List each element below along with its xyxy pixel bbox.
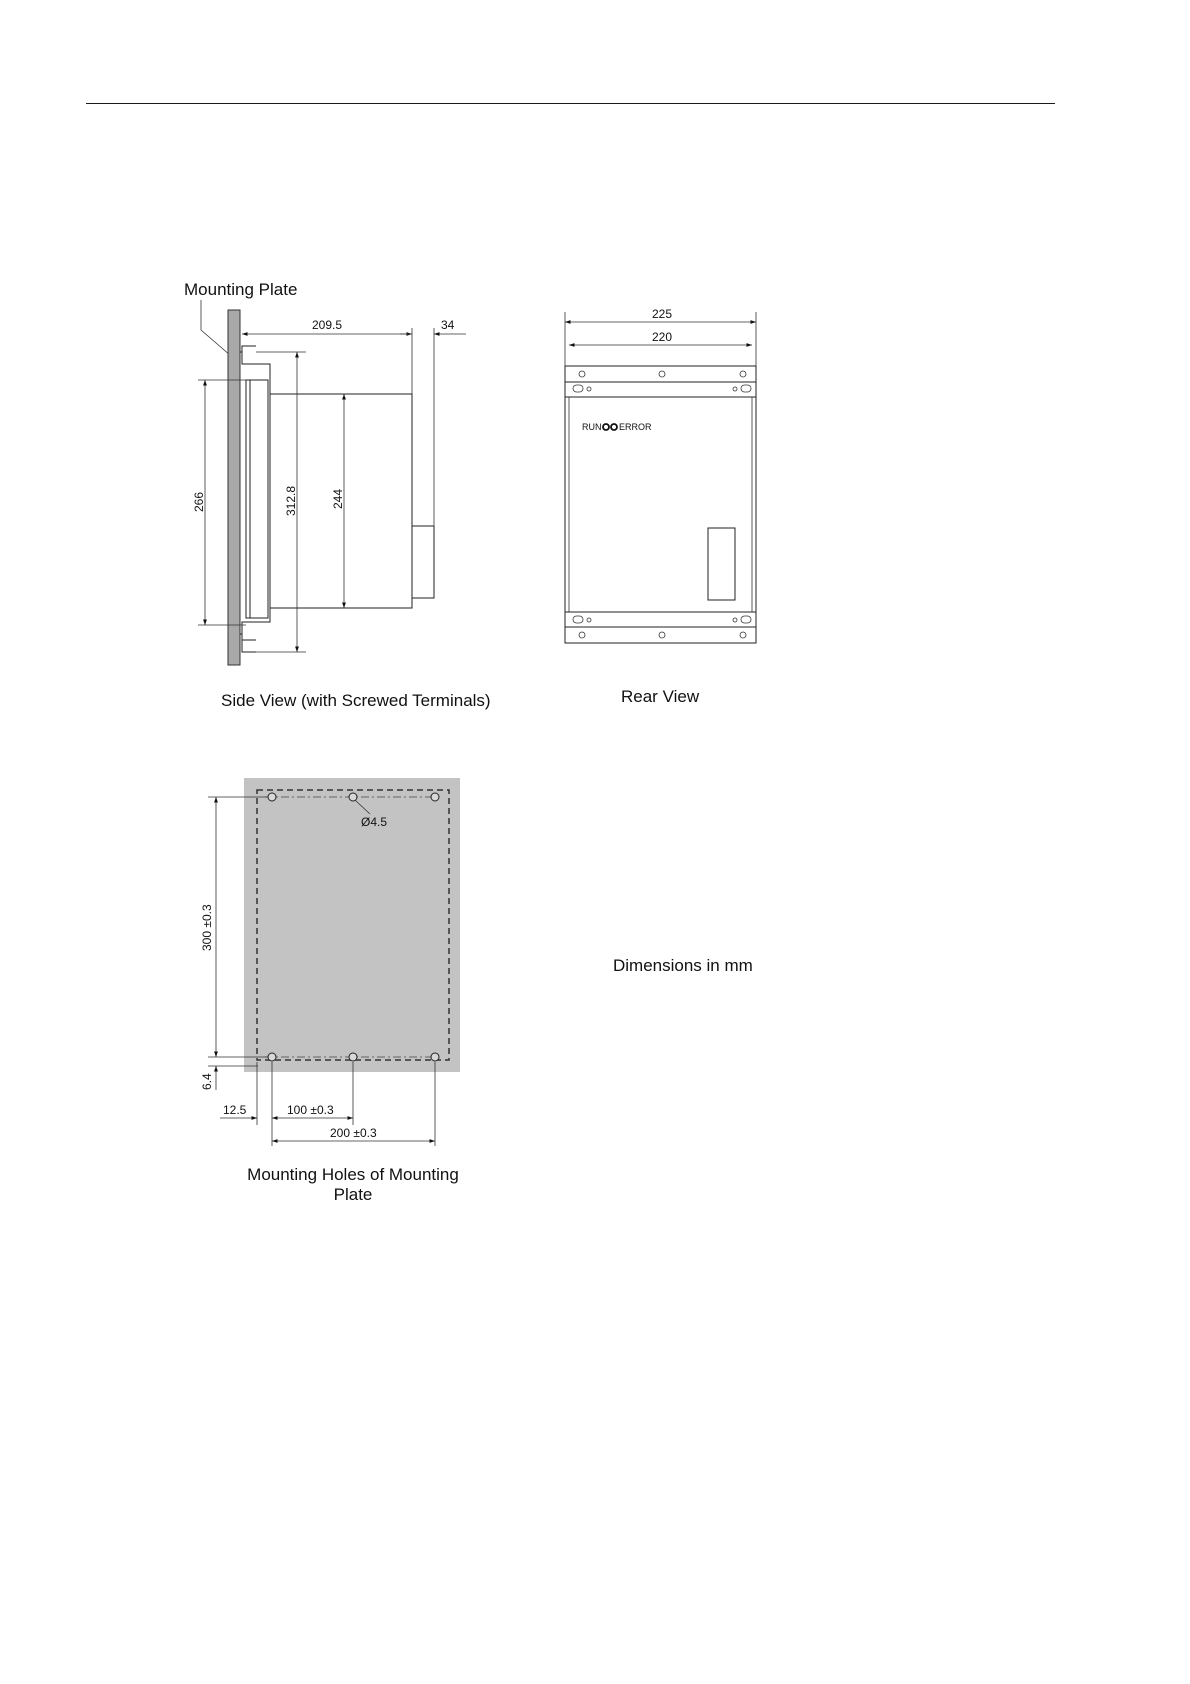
bezel-tail <box>242 634 256 652</box>
mounting-hole <box>349 793 357 801</box>
terminal-block <box>412 526 434 598</box>
left-offset-value: 12.5 <box>223 1103 247 1117</box>
bottom-rail <box>565 627 756 643</box>
outer-width-value: 225 <box>652 307 673 321</box>
slot <box>741 616 751 623</box>
mounting-plate-area <box>244 778 460 1072</box>
mounting-plate-label: Mounting Plate <box>184 280 298 299</box>
slot <box>573 616 583 623</box>
top-clip <box>242 346 256 352</box>
top-rail <box>565 366 756 382</box>
hole <box>587 387 591 391</box>
hole <box>733 618 737 622</box>
full-spacing-value: 200 ±0.3 <box>330 1126 377 1140</box>
hole <box>733 387 737 391</box>
rear-view-caption: Rear View <box>621 687 700 706</box>
overall-height-value: 312.8 <box>284 485 298 516</box>
body-height-value: 244 <box>331 488 345 509</box>
units-note: Dimensions in mm <box>613 956 753 975</box>
hole <box>740 371 746 377</box>
mounting-hole <box>268 793 276 801</box>
hole <box>579 371 585 377</box>
top-rail-lower <box>565 382 756 397</box>
status-error-label: ERROR <box>619 422 652 432</box>
vertical-spacing-value: 300 ±0.3 <box>200 904 214 951</box>
error-led-icon <box>611 424 617 430</box>
mounting-hole <box>349 1053 357 1061</box>
slot <box>741 385 751 392</box>
mounting-hole <box>431 793 439 801</box>
hole <box>587 618 591 622</box>
front-panel <box>246 380 268 618</box>
bottom-clip <box>242 634 256 640</box>
side-view-caption: Side View (with Screwed Terminals) <box>221 691 491 710</box>
holes-caption-line2: Plate <box>333 1185 373 1204</box>
depth-value: 209.5 <box>312 318 343 332</box>
bottom-rail-upper <box>565 612 756 627</box>
terminal-depth-value: 34 <box>441 318 455 332</box>
hole <box>659 632 665 638</box>
hole-diameter-value: Ø4.5 <box>361 815 388 829</box>
bottom-offset-value: 6.4 <box>200 1073 214 1090</box>
hole <box>659 371 665 377</box>
half-spacing-value: 100 ±0.3 <box>287 1103 334 1117</box>
holes-caption-line1: Mounting Holes of Mounting <box>247 1165 459 1184</box>
inner-width-value: 220 <box>652 330 673 344</box>
mounting-plate-bar <box>228 310 240 665</box>
hole <box>740 632 746 638</box>
mounting-hole <box>268 1053 276 1061</box>
run-led-icon <box>603 424 609 430</box>
rear-view <box>565 307 756 706</box>
slot <box>573 385 583 392</box>
mounting-hole <box>431 1053 439 1061</box>
mounting-holes-view <box>200 778 460 1204</box>
side-view <box>184 280 491 710</box>
front-bezel <box>240 352 270 634</box>
hole <box>579 632 585 638</box>
status-run-label: RUN <box>582 422 602 432</box>
plate-height-value: 266 <box>192 491 206 512</box>
connector-window <box>708 528 735 600</box>
